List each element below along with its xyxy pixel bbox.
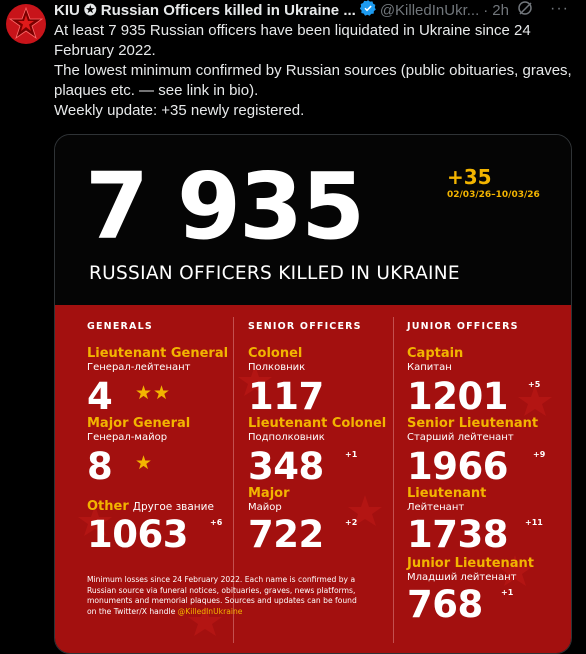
rank-captain-ru: Капитан <box>407 362 452 373</box>
tweet-line-2: The lowest minimum confirmed by Russian sources (public obituaries, graves, plaques etc. — see link in bio). <box>54 62 576 99</box>
rank-maj-general: Major General <box>87 416 191 431</box>
sources-note-handle[interactable]: @KilledInUkraine <box>177 606 243 616</box>
rank-junior-lt: Junior Lieutenant <box>407 556 535 571</box>
rank-lt-general: Lieutenant General <box>87 346 229 361</box>
tweet-line-3: Weekly update: +35 newly registered. <box>54 102 305 119</box>
tweet-line-1: At least 7 935 Russian officers have been liquidated in Ukraine since 24 February 2022. <box>54 22 535 59</box>
card-headline: RUSSIAN OFFICERS KILLED IN UKRAINE <box>89 263 460 284</box>
card-header-section <box>55 135 572 305</box>
delta-junior-lt: +1 <box>501 588 514 597</box>
rank-captain: Captain <box>407 346 464 361</box>
rank-senior-lt-ru: Старший лейтенант <box>407 432 514 443</box>
delta-lieutenant: +11 <box>525 518 543 527</box>
one-star-icon: ★ <box>135 453 154 474</box>
rank-junior-lt-ru: Младший лейтенант <box>407 572 517 583</box>
tweet-text <box>54 21 574 121</box>
attached-image-card[interactable] <box>54 134 572 654</box>
tweet-header <box>54 1 533 19</box>
rank-lt-colonel: Lieutenant Colonel <box>248 416 387 431</box>
count-lt-colonel: 348 <box>248 445 324 488</box>
delta-lt-colonel: +1 <box>345 450 358 459</box>
rank-other <box>87 499 214 514</box>
count-lt-general: 4 <box>87 375 113 418</box>
count-other: 1063 <box>87 513 188 556</box>
account-name[interactable]: KIU ✪ Russian Officers killed in Ukraine ... <box>54 2 356 19</box>
count-captain: 1201 <box>407 375 508 418</box>
two-stars-icon: ★★ <box>135 383 172 404</box>
rank-senior-lt: Senior Lieutenant <box>407 416 539 431</box>
count-junior-lt: 768 <box>407 583 483 626</box>
rank-colonel-ru: Полковник <box>248 362 306 373</box>
column-divider-2 <box>393 317 394 643</box>
rank-maj-general-ru: Генерал-майор <box>87 432 168 443</box>
sources-note <box>87 575 357 617</box>
rank-major-ru: Майор <box>248 502 282 513</box>
rank-lieutenant-ru: Лейтенант <box>407 502 465 513</box>
delta-captain: +5 <box>528 380 541 389</box>
count-lieutenant: 1738 <box>407 513 508 556</box>
post-time[interactable]: 2h <box>492 1 509 19</box>
senior-officers-heading: SENIOR OFFICERS <box>248 321 362 332</box>
more-options-icon[interactable]: ··· <box>550 0 569 17</box>
red-star-logo-icon <box>6 4 46 44</box>
date-range: 02/03/26–10/03/26 <box>447 190 540 200</box>
count-colonel: 117 <box>248 375 324 418</box>
count-major: 722 <box>248 513 324 556</box>
weekly-plus: +35 <box>447 165 492 189</box>
rank-lt-colonel-ru: Подполковник <box>248 432 325 443</box>
rank-other-en: Other <box>87 499 129 514</box>
rank-colonel: Colonel <box>248 346 303 361</box>
avatar[interactable] <box>6 4 46 44</box>
junior-officers-heading: JUNIOR OFFICERS <box>407 321 519 332</box>
card-stats-section <box>55 305 572 654</box>
generals-heading: GENERALS <box>87 321 153 332</box>
delta-major: +2 <box>345 518 358 527</box>
rank-other-ru: Другое звание <box>132 501 214 513</box>
rank-lieutenant: Lieutenant <box>407 486 487 501</box>
rank-major: Major <box>248 486 290 501</box>
sources-note-text: Minimum losses since 24 February 2022. Each name is confirmed by a Russian source via funeral notices, obituaries, graves, news platforms, monuments and memorial plaques. Sources and updates can be found on the Twitter/X handle <box>87 575 357 616</box>
rank-lt-general-ru: Генерал-лейтенант <box>87 362 191 373</box>
total-officers-count: 7 935 <box>85 153 364 260</box>
grok-icon[interactable] <box>517 0 533 20</box>
delta-other: +6 <box>210 518 223 527</box>
account-handle[interactable]: @KilledInUkr... <box>379 1 480 19</box>
count-senior-lt: 1966 <box>407 445 508 488</box>
count-maj-general: 8 <box>87 445 113 488</box>
delta-senior-lt: +9 <box>533 450 546 459</box>
separator-dot: · <box>483 1 489 19</box>
verified-badge-icon <box>359 0 377 21</box>
